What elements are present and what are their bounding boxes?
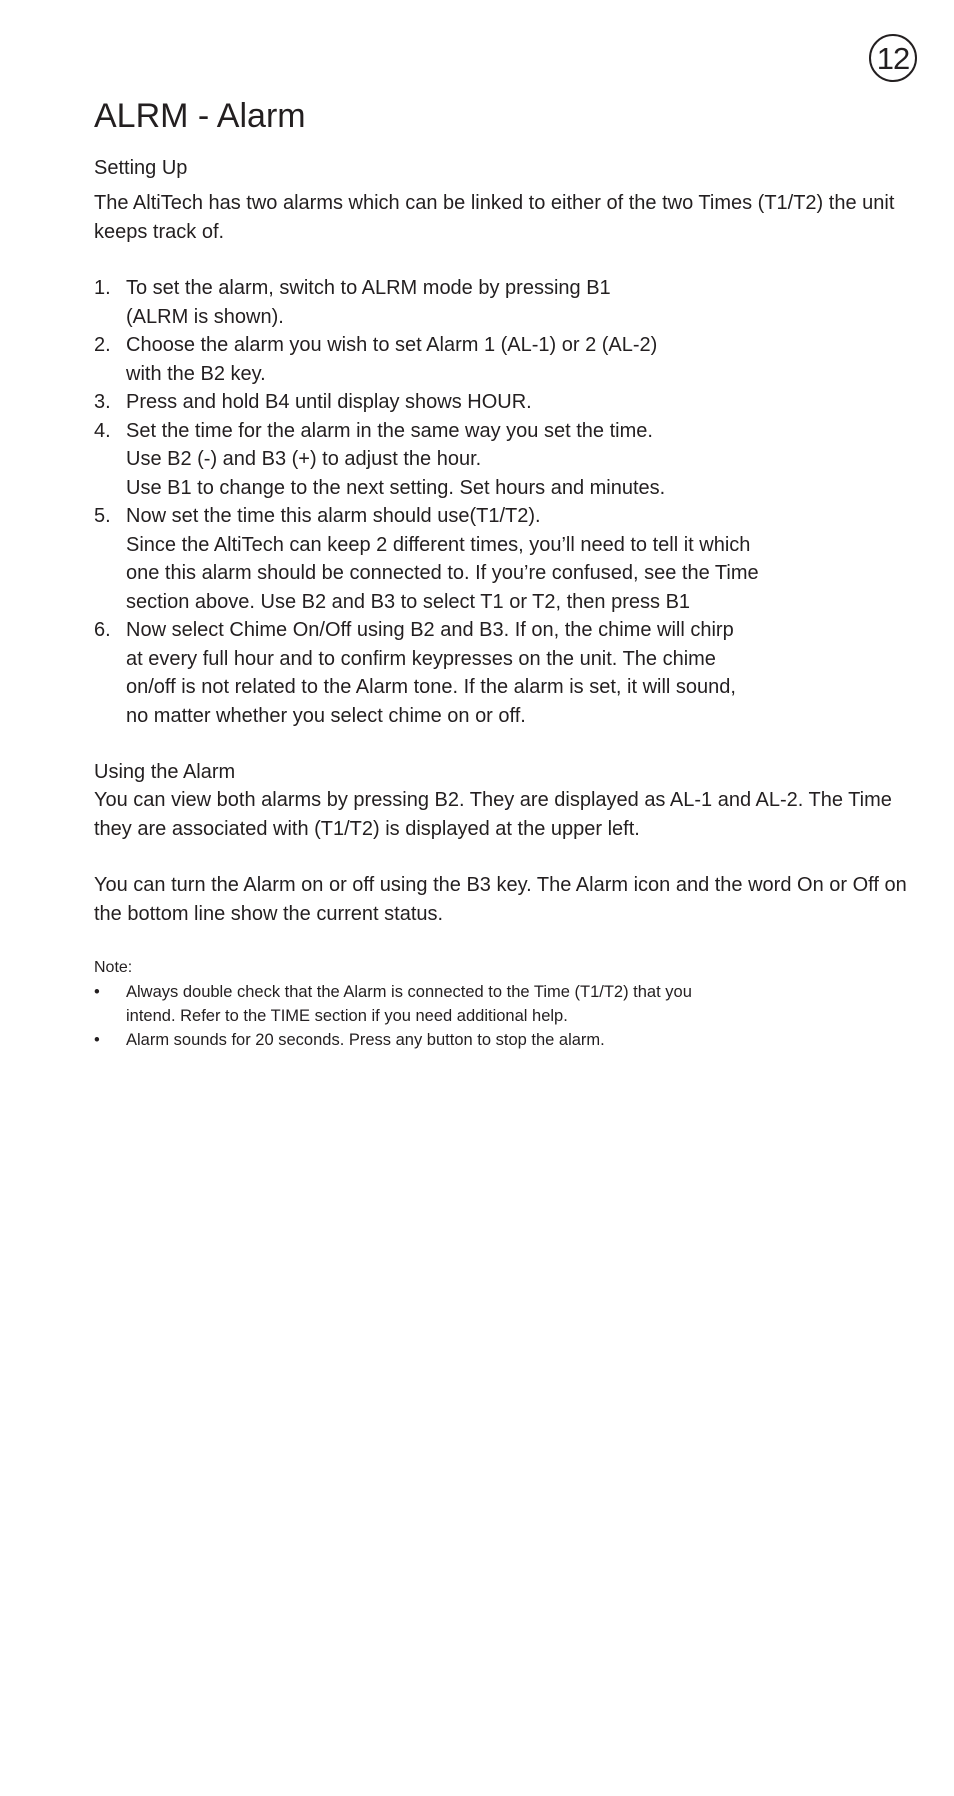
page-number: 12 — [869, 34, 917, 82]
step-line: (ALRM is shown). — [126, 305, 284, 328]
step-line: on/off is not related to the Alarm tone. If the alarm is set, it will sound, — [126, 676, 736, 698]
using-alarm-paragraph-2: You can turn the Alarm on or off using the B3 key. The Alarm icon and the word On or Off on the bottom line show the current status. — [94, 874, 907, 925]
note-line: Always double check that the Alarm is connected to the Time (T1/T2) that you — [126, 983, 692, 1001]
step-line: Set the time for the alarm in the same way you set the time. — [126, 419, 653, 442]
step-line: To set the alarm, switch to ALRM mode by pressing B1 — [126, 277, 611, 299]
setting-up-intro: The AltiTech has two alarms which can be linked to either of the two Times (T1/T2) the unit keeps track of. — [94, 192, 895, 243]
step-number: 4. — [94, 419, 111, 442]
step-text — [126, 616, 736, 730]
steps-list — [94, 274, 914, 730]
note-text — [126, 1028, 605, 1052]
setting-up-heading: Setting Up — [94, 157, 188, 179]
step-text — [126, 331, 657, 388]
bullet-icon: • — [94, 983, 100, 1001]
step-text — [126, 417, 665, 503]
bullet-icon: • — [94, 1031, 100, 1049]
step-line: Use B2 (-) and B3 (+) to adjust the hour. — [126, 448, 482, 470]
step-line: with the B2 key. — [126, 362, 266, 385]
step-line: Choose the alarm you wish to set Alarm 1 (AL-1) or 2 (AL-2) — [126, 334, 658, 356]
step-line: Use B1 to change to the next setting. Set hours and minutes. — [126, 476, 666, 499]
step-line: Press and hold B4 until display shows HOUR. — [126, 391, 532, 413]
step-number: 6. — [94, 619, 111, 641]
step-line: at every full hour and to confirm keypresses on the unit. The chime — [126, 647, 716, 670]
note-list — [94, 980, 914, 1052]
note-text — [126, 980, 692, 1028]
step-line: section above. Use B2 and B3 to select T1 or T2, then press B1 — [126, 590, 691, 613]
using-alarm-paragraph-1: You can view both alarms by pressing B2. They are displayed as AL-1 and AL-2. The Time they are associated with (T1/T2) is displayed at the upper left. — [94, 789, 892, 840]
step-line: no matter whether you select chime on or off. — [126, 704, 526, 727]
step-item — [94, 331, 914, 388]
step-item — [94, 388, 914, 417]
step-text — [126, 274, 611, 331]
step-text — [126, 388, 532, 417]
page-title: ALRM - Alarm — [94, 97, 306, 135]
step-number: 5. — [94, 505, 111, 527]
step-item — [94, 502, 914, 616]
step-item — [94, 274, 914, 331]
step-line: Now select Chime On/Off using B2 and B3. If on, the chime will chirp — [126, 619, 734, 641]
step-text — [126, 502, 759, 616]
note-item — [94, 980, 914, 1028]
note-line: intend. Refer to the TIME section if you need additional help. — [126, 1007, 568, 1025]
step-line: Since the AltiTech can keep 2 different times, you’ll need to tell it which — [126, 533, 751, 556]
document-content — [94, 92, 914, 1052]
step-number: 1. — [94, 277, 111, 299]
step-item — [94, 417, 914, 503]
step-line: Now set the time this alarm should use(T1/T2). — [126, 505, 541, 527]
step-line: one this alarm should be connected to. If you’re confused, see the Time — [126, 562, 759, 584]
using-alarm-heading: Using the Alarm — [94, 761, 236, 783]
step-item — [94, 616, 914, 730]
note-label: Note: — [94, 959, 133, 976]
note-item — [94, 1028, 914, 1052]
note-line: Alarm sounds for 20 seconds. Press any button to stop the alarm. — [126, 1031, 605, 1049]
step-number: 2. — [94, 334, 111, 356]
step-number: 3. — [94, 391, 111, 413]
